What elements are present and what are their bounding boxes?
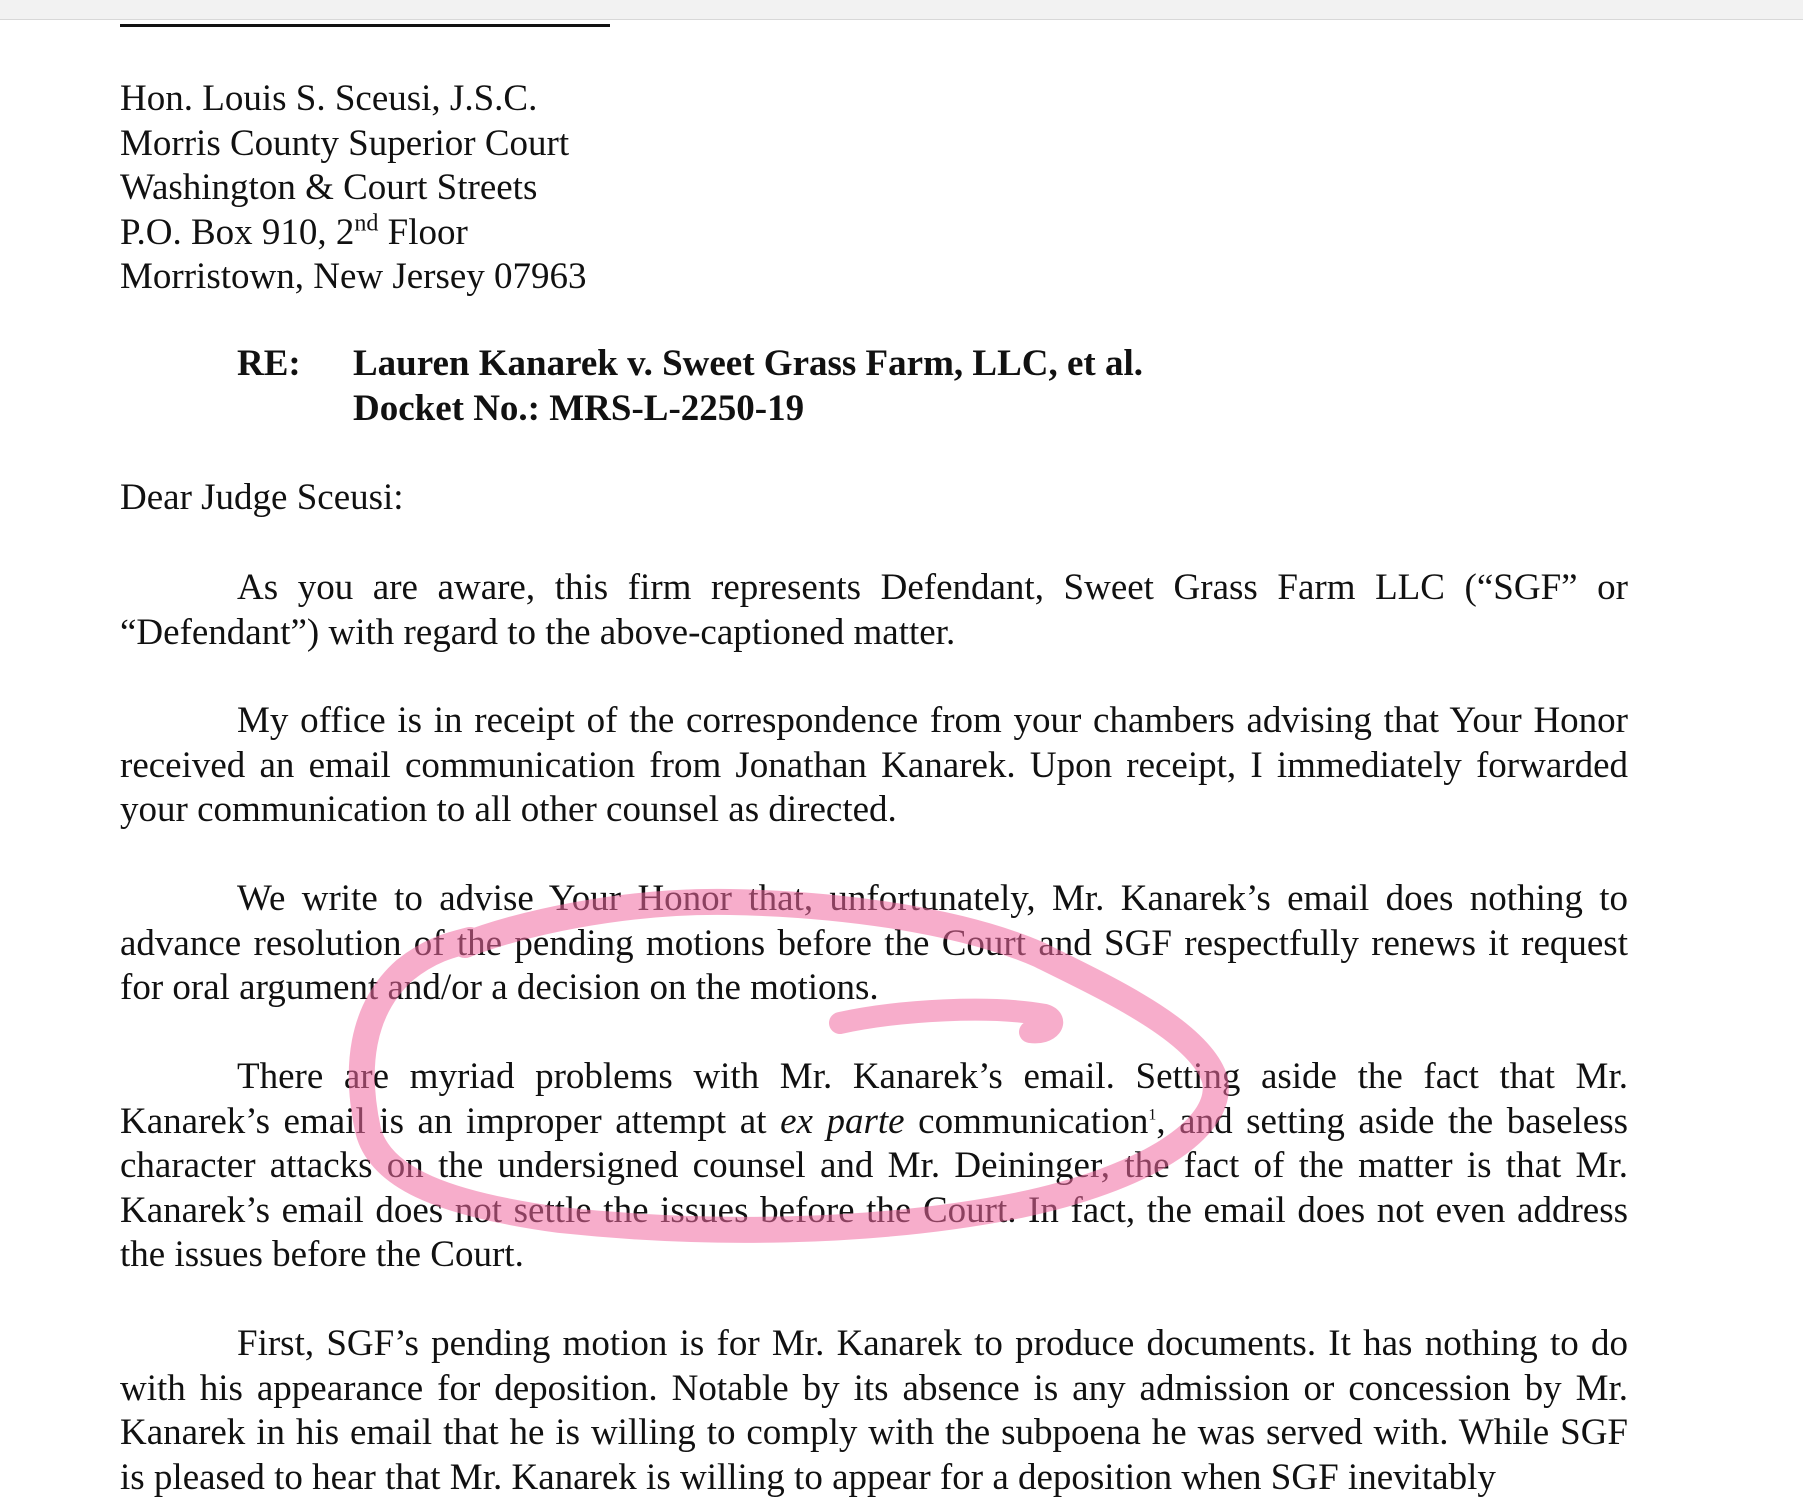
- address-line-1: Hon. Louis S. Sceusi, J.S.C.: [120, 78, 538, 119]
- paragraph-3: We write to advise Your Honor that, unfortunately, Mr. Kanarek’s email does nothing to advance resolution of the pending motions before the Court and SGF respectfully renews it request for oral argument and/or a decision on the motions.: [120, 878, 1628, 1009]
- salutation: Dear Judge Sceusi:: [120, 477, 404, 518]
- paragraph-4: [120, 1055, 1628, 1278]
- re-docket-number: Docket No.: MRS-L-2250-19: [353, 387, 805, 429]
- letter-page: [0, 20, 1803, 1502]
- letterhead-rule: [120, 24, 610, 27]
- re-case-title: Lauren Kanarek v. Sweet Grass Farm, LLC, et al.: [353, 343, 1143, 384]
- footnote-marker: 1: [1148, 1106, 1157, 1124]
- paragraph-2: My office is in receipt of the correspondence from your chambers advising that Your Honor received an email communication from Jonathan Kanarek. Upon receipt, I immediately forwarded your communication to all other counsel as directed.: [120, 700, 1628, 831]
- paragraph-4-italic: ex parte: [780, 1100, 905, 1142]
- paragraph-4-part-c: , and setting aside the baseless character attacks on the undersigned counsel and Mr. Deininger, the fact of the matter is that Mr. Kanarek’s email does not settle the issues before the Court. In fact, the email does not even address the issues before the Court.: [120, 1100, 1628, 1276]
- freehand-circle-hook: [840, 1010, 1052, 1033]
- address-line-4: [120, 211, 1628, 256]
- paragraph-4-part-a: There are myriad problems with Mr. Kanarek’s email. Setting aside the fact that Mr. Kanarek’s email is an improper attempt at: [120, 1056, 1628, 1142]
- address-line-2: Morris County Superior Court: [120, 122, 570, 164]
- address-line-5: Morristown, New Jersey 07963: [120, 256, 587, 298]
- address-pobox: P.O. Box 910, 2: [120, 211, 355, 253]
- paragraph-1: As you are aware, this firm represents Defendant, Sweet Grass Farm LLC (“SGF” or “Defendant”) with regard to the above-captioned matter.: [120, 567, 1628, 653]
- recipient-address: [120, 77, 1628, 300]
- address-floor-ordinal: nd: [354, 210, 379, 237]
- address-line-3: Washington & Court Streets: [120, 167, 538, 209]
- viewer-top-bar: [0, 0, 1803, 20]
- paragraph-4-part-b: communication: [904, 1100, 1149, 1142]
- paragraph-5: First, SGF’s pending motion is for Mr. Kanarek to produce documents. It has nothing to do with his appearance for deposition. Notable by its absence is any admission or concession by Mr. Kanarek in his email that he is willing to comply with the subpoena he was served with. While SGF is pleased to hear that Mr. Kanarek is willing to appear for a deposition when SGF inevitably: [120, 1323, 1628, 1498]
- re-label: RE:: [237, 343, 301, 384]
- address-floor: Floor: [378, 211, 468, 253]
